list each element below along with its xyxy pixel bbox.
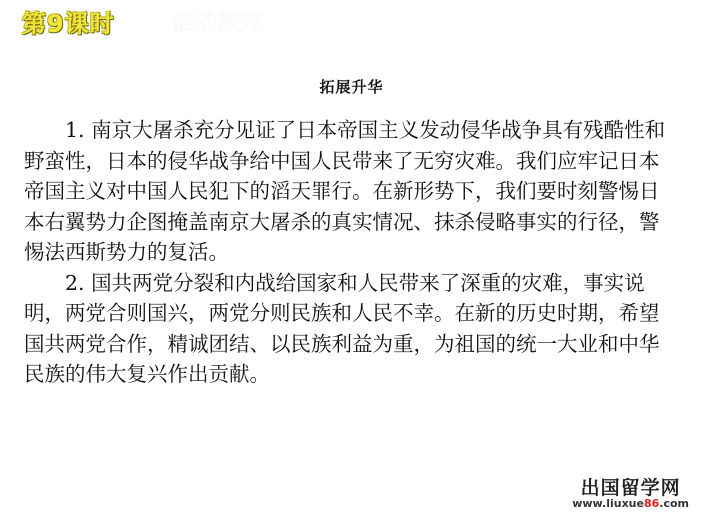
watermark-url-accent: 86 — [643, 497, 660, 511]
watermark-url-suffix: .com — [659, 497, 689, 511]
lesson-subtitle: 活动探究 — [172, 10, 261, 36]
site-watermark — [572, 476, 689, 511]
section-title: 拓展升华 — [319, 78, 384, 96]
watermark-url — [572, 498, 689, 510]
lesson-header — [22, 4, 261, 38]
paragraph-1: 1. 南京大屠杀充分见证了日本帝国主义发动侵华战争具有残酷性和野蛮性，日本的侵华战争给中国人民带来了无穷灾难。我们应牢记日本帝国主义对中国人民犯下的滔天罪行。在新形势下，我们要时刻警惕日本右翼势力企图掩盖南京大屠杀的真实情况、抹杀侵略事实的行径，警惕法西斯势力的复活。 — [24, 118, 666, 264]
watermark-name: 出国留学网 — [580, 476, 681, 499]
paragraph-2: 2. 国共两党分裂和内战给国家和人民带来了深重的灾难，事实说明，两党合则国兴，两党分则民族和人民不幸。在新的历史时期，希望国共两党合作，精诚团结、以民族利益为重，为祖国的统一大业和中华民族的伟大复兴作出贡献。 — [24, 270, 660, 386]
lesson-label: 第9课时 — [22, 9, 115, 38]
watermark-url-prefix: www.liuxue — [572, 497, 644, 511]
content-body — [24, 115, 674, 390]
